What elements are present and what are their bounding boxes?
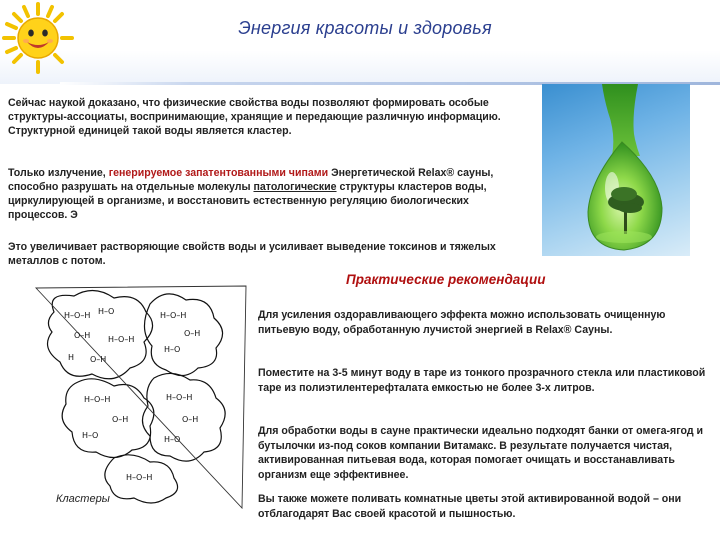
svg-text:H–O–H: H–O–H xyxy=(108,335,135,344)
p2-highlight-chips: генерируемое запатентованными чипами xyxy=(108,167,329,179)
intro-paragraph-1: Сейчас наукой доказано, что физические свойства воды позволяют формировать особые структуры-ассоциаты, воспринимающие, хранящие и передающие различную информацию. Структурной единицей такой воды является кластер. xyxy=(8,97,501,137)
p2-text-b: Энергетической xyxy=(328,167,419,179)
svg-text:O–H: O–H xyxy=(112,415,129,424)
svg-text:H–O: H–O xyxy=(164,345,181,354)
svg-text:H–O: H–O xyxy=(98,307,115,316)
intro-paragraph-2 xyxy=(8,166,508,222)
water-drop-photo xyxy=(542,84,690,256)
recommendations-heading: Практические рекомендации xyxy=(346,272,546,287)
svg-text:H–O–H: H–O–H xyxy=(126,473,153,482)
recommendation-3: Для обработки воды в сауне практически идеально подходят банки от омега-ягод и бутылочки из-под соков компании Витамакс. В результате получается чистая, активированная питьевая вода, которая помогает очищать и восстанавливать организм еще эффективнее. xyxy=(258,425,704,481)
svg-text:H–O–H: H–O–H xyxy=(84,395,111,404)
svg-text:H–O: H–O xyxy=(164,435,181,444)
water-cluster-diagram xyxy=(34,282,248,518)
recommendation-4: Вы также можете поливать комнатные цветы этой активированной водой – они отблагодарят Вас своей красотой и пышностью. xyxy=(258,493,682,520)
page-title: Энергия красоты и здоровья xyxy=(238,18,492,38)
svg-text:H: H xyxy=(68,353,75,362)
smiling-sun-icon xyxy=(0,0,76,76)
svg-text:O–H: O–H xyxy=(184,329,201,338)
p2-text-c: способно разрушать на отдельные молекулы xyxy=(8,181,254,193)
header-band xyxy=(0,0,720,84)
svg-text:H–O–H: H–O–H xyxy=(166,393,193,402)
svg-text:H–O–H: H–O–H xyxy=(160,311,187,320)
water-drop-illustration xyxy=(542,84,690,256)
svg-text:H–O: H–O xyxy=(82,431,99,440)
cluster-outline-3 xyxy=(62,379,154,458)
cluster-outline-1 xyxy=(48,290,153,378)
intro-paragraph-3: Это увеличивает растворяющие свойств воды и усиливает выведение токсинов и тяжелых металлов с потом. xyxy=(8,241,496,267)
recommendation-1: Для усиления оздоравливающего эффекта можно использовать очищенную питьевую воду, обработанную лучистой энергией в Relax® Сауны. xyxy=(258,309,666,336)
svg-text:O–H: O–H xyxy=(90,355,107,364)
svg-text:H–O–H: H–O–H xyxy=(64,311,91,320)
p2-text-d: структуры кластеров воды, циркулирующей в организме, и восстановить естественную регуляцию биологических процессов. Э xyxy=(8,181,487,221)
cluster-caption: Кластеры xyxy=(56,493,110,505)
p2-underlined-word: патологические xyxy=(253,181,337,193)
p2-text-a: Только излучение, xyxy=(8,167,109,179)
p2-brand: Relax® сауны, xyxy=(418,167,494,179)
svg-text:O–H: O–H xyxy=(74,331,91,340)
svg-text:O–H: O–H xyxy=(182,415,199,424)
recommendation-2: Поместите на 3-5 минут воду в таре из тонкого прозрачного стекла или пластиковой таре из полиэтилентерефталата емкостью не более 3-х литров. xyxy=(258,367,706,394)
hydrogen-oxygen-labels xyxy=(64,307,200,482)
